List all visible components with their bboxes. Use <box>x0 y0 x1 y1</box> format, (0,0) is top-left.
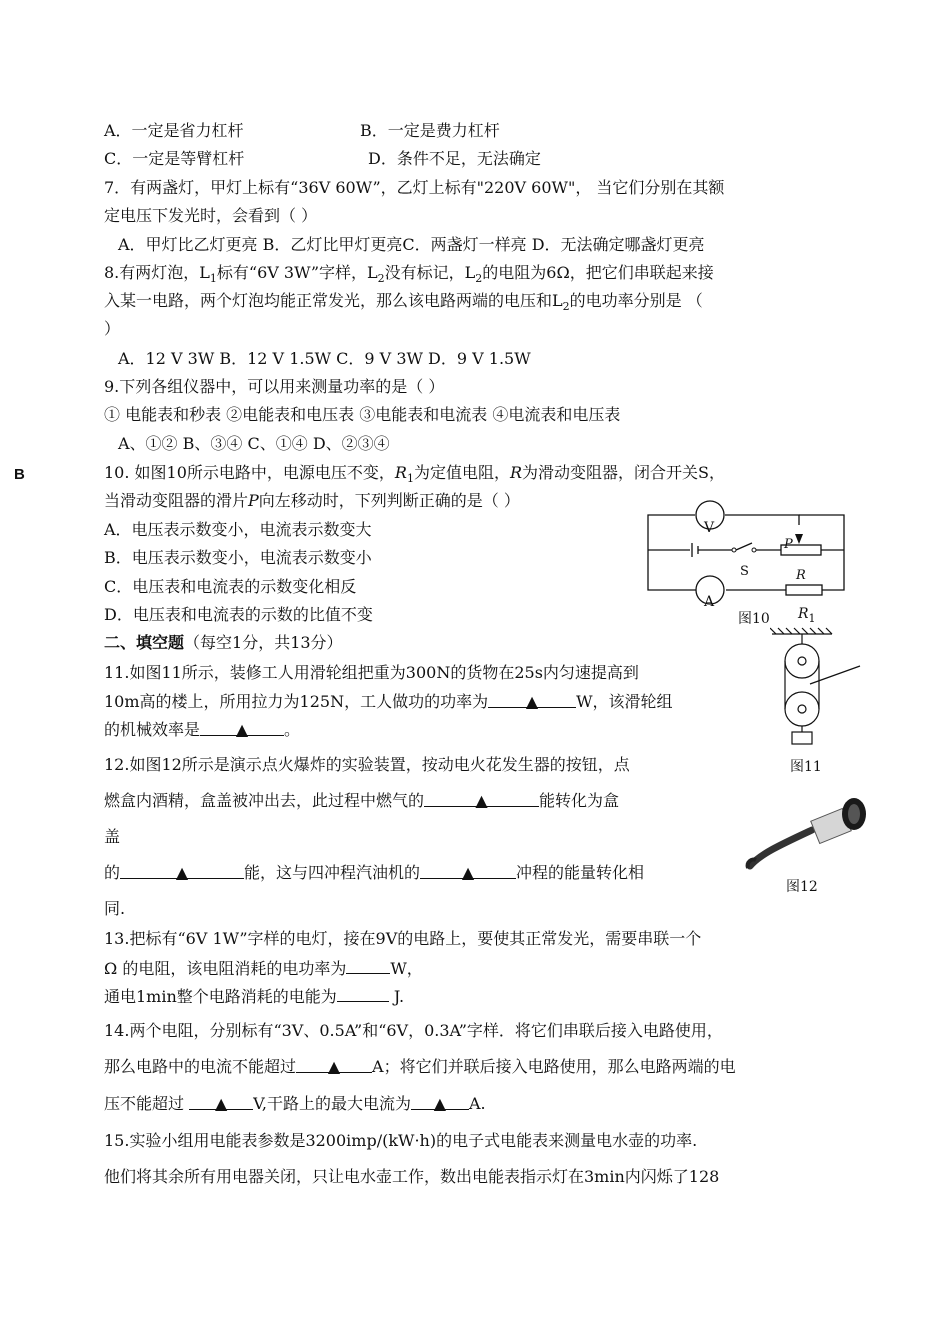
q10-option-d: D．电压表和电流表的示数的比值不变 <box>104 605 373 624</box>
q8-options: A．12 V 3W B．12 V 1.5W C．9 V 3W D．9 V 1.5W <box>118 349 531 368</box>
q11-text: W，该滑轮组 <box>576 692 673 711</box>
q10-stem-line1 <box>104 462 725 490</box>
q12-text: 能转化为盒 <box>539 791 620 810</box>
q13-stem-line2 <box>104 957 423 980</box>
q13-blank-1[interactable] <box>346 957 390 974</box>
q10-option-c: C．电压表和电流表的示数变化相反 <box>104 577 357 596</box>
q14-blank-2[interactable] <box>189 1093 253 1113</box>
q11-blank-2[interactable] <box>200 719 284 739</box>
q14-stem-line1: 14.两个电阻，分别标有“3V、0.5A”和“6V，0.3A”字样．将它们串联后接入电路使用， <box>104 1021 723 1040</box>
q8-text: 入某一电路，两个灯泡均能正常发光，那么该电路两端的电压和L <box>104 291 563 310</box>
q8-sub: 1 <box>209 272 217 286</box>
q14-text: V,干路上的最大电流为 <box>253 1094 411 1113</box>
q9-stem: 9.下列各组仪器中，可以用来测量功率的是（ ） <box>104 377 445 396</box>
q15-stem-line2: 他们将其余所有用电器关闭，只让电水壶工作，数出电能表指示灯在3min内闪烁了128 <box>104 1167 720 1186</box>
q14-blank-1[interactable] <box>296 1056 372 1076</box>
blank-triangle-icon: ▲ <box>214 1094 228 1113</box>
slider-arrow-icon <box>795 534 803 544</box>
section-2-title <box>104 632 343 654</box>
q10-symbol: R <box>394 463 407 482</box>
q8-text: 8.有两灯泡，L <box>104 263 210 282</box>
figure-11-caption: 图11 <box>790 759 822 775</box>
q13-stem-line3 <box>104 985 404 1008</box>
q14-stem-line3 <box>104 1093 486 1115</box>
q12-blank-1[interactable] <box>424 790 539 810</box>
q8-text: 没有标记，L <box>384 263 476 282</box>
q12-text: 燃盒内酒精，盒盖被冲出去，此过程中燃气的 <box>104 791 425 810</box>
rheostat-label: R <box>796 568 806 583</box>
q11-stem-line1: 11.如图11所示，装修工人用滑轮组把重为300N的货物在25s内匀速提高到 <box>104 663 639 682</box>
q8-text: 的电功率分别是 （ <box>569 291 703 310</box>
q14-text: 那么电路中的电流不能超过 <box>104 1057 297 1076</box>
q12-text: 的 <box>104 863 121 882</box>
q8-text: 标有“6V 3W”字样，L <box>216 263 378 282</box>
q12-stem-line1: 12.如图12所示是演示点火爆炸的实验装置，按动电火花发生器的按钮，点 <box>104 755 630 774</box>
section-2-note: （每空1分，共13分） <box>184 633 343 652</box>
q13-text: 通电1min整个电路消耗的电能为 <box>104 987 337 1006</box>
q10-text: 向左移动时，下列判断正确的是（ ） <box>258 491 520 510</box>
q14-text: A；将它们并联后接入电路使用，那么电路两端的电 <box>372 1057 736 1076</box>
q10-stem-line2 <box>104 490 520 512</box>
q10-text: 为定值电阻， <box>413 463 510 482</box>
slider-label: P <box>784 537 793 552</box>
q13-text: Ω 的电阻，该电阻消耗的电功率为 <box>104 959 347 978</box>
q10-symbol: P <box>248 491 259 510</box>
q12-stem-line3: 盖 <box>104 827 121 846</box>
blank-triangle-icon: ▲ <box>461 863 475 882</box>
q6-option-c: C．一定是等臂杠杆 <box>104 149 245 168</box>
voltmeter-label: V <box>704 520 715 536</box>
q6-option-a: A．一定是省力杠杆 <box>104 121 244 140</box>
q10-text: 为滑动变阻器，闭合开关S， <box>522 463 725 482</box>
q13-blank-2[interactable] <box>337 985 389 1002</box>
q8-stem-line2 <box>104 290 703 318</box>
q10-text: 10. 如图10所示电路中，电源电压不变， <box>104 463 395 482</box>
q11-blank-1[interactable] <box>488 691 576 711</box>
q10-symbol: R <box>509 463 523 482</box>
blank-triangle-icon: ▲ <box>433 1094 447 1113</box>
q13-stem-line1: 13.把标有“6V 1W”字样的电灯，接在9V的电路上，要使其正常发光，需要串联一个 <box>104 929 702 948</box>
q11-text: 的机械效率是 <box>104 720 201 739</box>
q7-options: A．甲灯比乙灯更亮 B．乙灯比甲灯更亮C．两盏灯一样亮 D．无法确定哪盏灯更亮 <box>118 235 705 254</box>
q14-text: A. <box>468 1094 486 1113</box>
q12-stem-line2 <box>104 790 619 812</box>
q9-options: A、①② B、③④ C、①④ D、②③④ <box>118 434 390 453</box>
q8-sub: 2 <box>562 300 570 314</box>
figure-12-caption: 图12 <box>786 879 818 895</box>
q8-text: 的电阻为6Ω，把它们串联起来接 <box>482 263 714 282</box>
ammeter-label: A <box>704 594 715 610</box>
q12-blank-3[interactable] <box>420 862 516 882</box>
q12-stem-line4 <box>104 862 644 884</box>
q12-blank-2[interactable] <box>120 862 244 882</box>
q12-stem-line5: 同. <box>104 899 126 918</box>
switch-label: S <box>740 564 749 579</box>
blank-triangle-icon: ▲ <box>525 692 539 711</box>
q10-sub: 1 <box>406 472 414 486</box>
q15-stem-line1: 15.实验小组用电能表参数是3200imp/(kW·h)的电子式电能表来测量电水壶的功率. <box>104 1131 698 1150</box>
figure-11-pulley <box>770 626 870 748</box>
blank-triangle-icon: ▲ <box>175 863 189 882</box>
q14-stem-line2 <box>104 1056 736 1078</box>
q7-stem-line2: 定电压下发光时，会看到（ ） <box>104 206 318 225</box>
q13-text: J. <box>388 987 405 1006</box>
q14-text: 压不能超过 <box>104 1094 190 1113</box>
blank-triangle-icon: ▲ <box>327 1057 341 1076</box>
q7-stem-line1: 7．有两盏灯，甲灯上标有“36V 60W”，乙灯上标有"220V 60W"， 当它们分别在其额 <box>104 178 725 197</box>
q10-option-a: A．电压表示数变小，电流表示数变大 <box>104 520 372 539</box>
q14-blank-3[interactable] <box>411 1093 469 1113</box>
q11-stem-line3 <box>104 719 300 741</box>
q8-sub: 2 <box>475 272 483 286</box>
q13-text: W， <box>390 959 423 978</box>
q11-text: 。 <box>284 720 301 739</box>
q10-text: 当滑动变阻器的滑片 <box>104 491 249 510</box>
figure-12-ignition-device <box>742 796 874 876</box>
q8-stem-line1 <box>104 262 714 290</box>
q11-text: 10m高的楼上，所用拉力为125N，工人做功的功率为 <box>104 692 489 711</box>
q8-sub: 2 <box>377 272 385 286</box>
q6-option-d: D．条件不足，无法确定 <box>368 149 541 168</box>
q11-stem-line2 <box>104 691 673 713</box>
q12-text: 冲程的能量转化相 <box>516 863 645 882</box>
figure-10-caption: 图10 <box>738 611 770 627</box>
q12-text: 能，这与四冲程汽油机的 <box>244 863 421 882</box>
blank-triangle-icon: ▲ <box>475 791 488 810</box>
side-mark: B <box>14 466 25 483</box>
q10-option-b: B．电压表示数变小，电流表示数变小 <box>104 548 372 567</box>
figure-10-resistor-label: $R_1$ <box>798 606 816 625</box>
section-2-heading: 二、填空题 <box>104 633 185 652</box>
blank-triangle-icon: ▲ <box>235 720 249 739</box>
q9-items: ① 电能表和秒表 ②电能表和电压表 ③电能表和电流表 ④电流表和电压表 <box>104 405 621 424</box>
q8-stem-line3: ） <box>104 319 121 338</box>
q6-option-b: B．一定是费力杠杆 <box>360 121 500 140</box>
